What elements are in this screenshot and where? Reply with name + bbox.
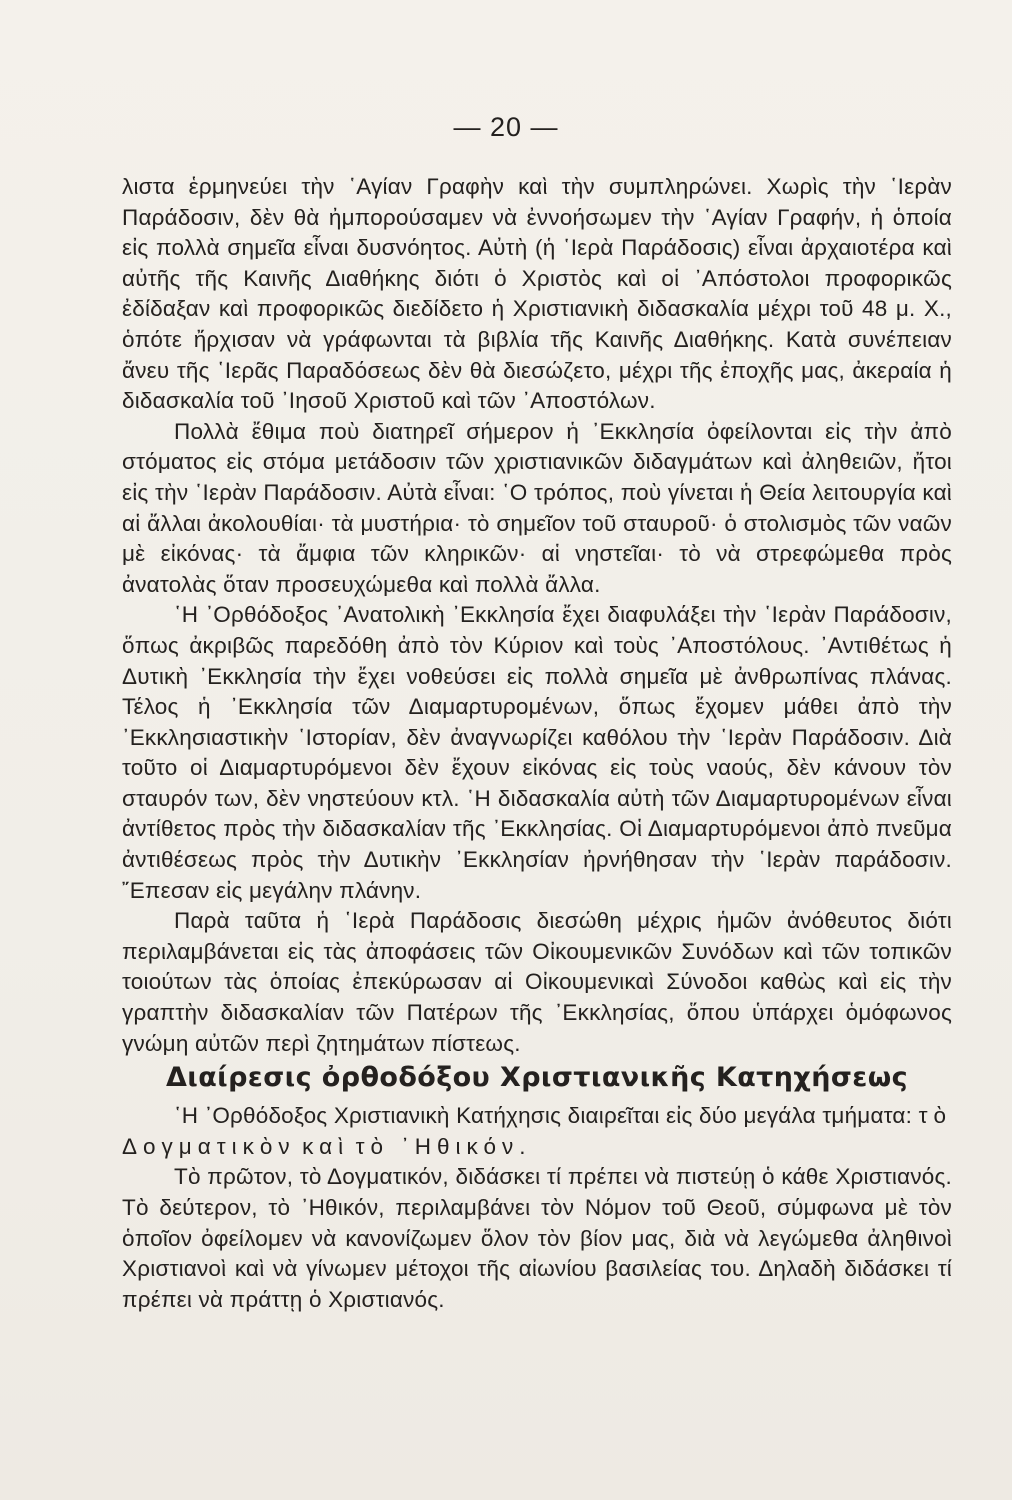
page-number: — 20 — — [453, 112, 559, 142]
paragraph-4: Παρὰ ταῦτα ἡ ῾Ιερὰ Παράδοσις διεσώθη μέχρις ἡμῶν ἀνόθευτος διότι περιλαμβάνεται εἰς τὰς ἀποφάσεις τῶν Οἰκουμενικῶν Συνόδων καὶ τῶν τοπικῶν τοιούτων τὰς ὁποίας ἐπεκύρωσαν αἱ Οἰκουμενικαὶ Σύνοδοι καθὼς καὶ εἰς τὴν γραπτὴν διδασκαλίαν τῶν Πατέρων τῆς ᾿Εκκλησίας, ὅπου ὑπάρχει ὁμόφωνος γνώμη αὐτῶν περὶ ζητημάτων πίστεως. — [122, 908, 952, 1056]
body-text — [122, 172, 952, 1315]
section-heading: Διαίρεσις ὀρθοδόξου Χριστιανικῆς Κατηχήσεως — [165, 1062, 908, 1094]
paragraph-5-start: ῾Η ᾿Ορθόδοξος Χριστιανικὴ Κατήχησις διαιρεῖται εἰς δύο μεγάλα τμήματα: — [174, 1103, 913, 1129]
paragraph-3: ῾Η ᾿Ορθόδοξος ᾿Ανατολικὴ ᾿Εκκλησία ἔχει διαφυλάξει τὴν ῾Ιερὰν Παράδοσιν, ὅπως ἀκριβῶς παρεδόθη ἀπὸ τὸν Κύριον καὶ τοὺς ᾿Αποστόλους. ᾿Αντιθέτως ἡ Δυτικὴ ᾿Εκκλησία τὴν ἔχει νοθεύσει εἰς πολλὰ σημεῖα μὲ ἀνθρωπίνας πλάνας. Τέλος ἡ ᾿Εκκλησία τῶν Διαμαρτυρομένων, ὅπως ἔχομεν μάθει ἀπὸ τὴν ᾿Εκκλησιαστικὴν ῾Ιστορίαν, δὲν ἀναγνωρίζει καθόλου τὴν ῾Ιερὰν Παράδοσιν. Διὰ τοῦτο οἱ Διαμαρτυρόμενοι δὲν ἔχουν εἰκόνας εἰς τοὺς ναούς, δὲν κάνουν τὸν σταυρόν των, δὲν νηστεύουν κτλ. ῾Η διδασκαλία αὐτὴ τῶν Διαμαρτυρομένων εἶναι ἀντίθετος πρὸς τὴν διδασκαλίαν τῆς ᾿Εκκλησίας. Οἱ Διαμαρτυρόμενοι ἀπὸ πνεῦμα ἀντιθέσεως πρὸς τὴν Δυτικὴν ᾿Εκκλησίαν ἠρνήθησαν τὴν ῾Ιερὰν παράδοσιν. ῎Επεσαν εἰς μεγάλην πλάνην. — [122, 602, 952, 903]
paragraph-2: Πολλὰ ἔθιμα ποὺ διατηρεῖ σήμερον ἡ ᾿Εκκλησία ὀφείλονται εἰς τὴν ἀπὸ στόματος εἰς στόμα μετάδοσιν τῶν χριστιανικῶν διδαγμάτων καὶ ἀληθειῶν, ἤτοι εἰς τὴν ῾Ιερὰν Παράδοσιν. Αὐτὰ εἶναι: ῾Ο τρόπος, ποὺ γίνεται ἡ Θεία λειτουργία καὶ αἱ ἄλλαι ἀκολουθίαι· τὰ μυστήρια· τὸ σημεῖον τοῦ σταυροῦ· ὁ στολισμὸς τῶν ναῶν μὲ εἰκόνας· τὰ ἄμφια τῶν κληρικῶν· αἱ νηστεῖαι· τὸ νὰ στρεφώμεθα πρὸς ἀνατολὰς ὅταν προσευχώμεθα καὶ πολλὰ ἄλλα. — [122, 418, 952, 597]
term-dogmatic: τὸ Δογματικὸν — [122, 1103, 952, 1159]
conjunction: καὶ — [302, 1133, 350, 1159]
paragraph-6: Τὸ πρῶτον, τὸ Δογματικόν, διδάσκει τί πρέπει νὰ πιστεύῃ ὁ κάθε Χριστιανός. Τὸ δεύτερον, τὸ ᾿Ηθικόν, περιλαμβάνει τὸν Νόμον τοῦ Θεοῦ, σύμφωνα μὲ τὸν ὁποῖον ὀφείλομεν νὰ κανονίζωμεν ὅλον τὸν βίον μας, διὰ νὰ λεγώμεθα ἀληθινοὶ Χριστιανοὶ καὶ νὰ γίνωμεν μέτοχοι τῆς αἰωνίου βασιλείας του. Δηλαδὴ διδάσκει τί πρέπει νὰ πράττῃ ὁ Χριστιανός. — [122, 1164, 952, 1312]
term-ethical: τὸ ᾿Ηθικόν. — [355, 1133, 532, 1159]
paragraph-1: λιστα ἑρμηνεύει τὴν ῾Αγίαν Γραφὴν καὶ τὴν συμπληρώνει. Χωρὶς τὴν ῾Ιερὰν Παράδοσιν, δὲν θὰ ἠμπορούσαμεν νὰ ἐννοήσωμεν τὴν ῾Αγίαν Γραφήν, ἡ ὁποία εἰς πολλὰ σημεῖα εἶναι δυσνόητος. Αὐτὴ (ἡ ῾Ιερὰ Παράδοσις) εἶναι ἀρχαιοτέρα καὶ αὐτῆς τῆς Καινῆς Διαθήκης διότι ὁ Χριστὸς καὶ οἱ ᾿Απόστολοι προφορικῶς ἐδίδαξαν καὶ προφορικῶς διεδίδετο ἡ Χριστιανικὴ διδασκαλία μέχρι τοῦ 48 μ. Χ., ὁπότε ἤρχισαν νὰ γράφωνται τὰ βιβλία τῆς Καινῆς Διαθήκης. Κατὰ συνέπειαν ἄνευ τῆς ῾Ιερᾶς Παραδόσεως δὲν θὰ διεσώζετο, μέχρι τῆς ἐποχῆς μας, ἀκεραία ἡ διδασκαλία τοῦ ᾿Ιησοῦ Χριστοῦ καὶ τῶν ᾿Αποστόλων. — [122, 174, 952, 414]
paragraph-5 — [122, 1101, 952, 1162]
